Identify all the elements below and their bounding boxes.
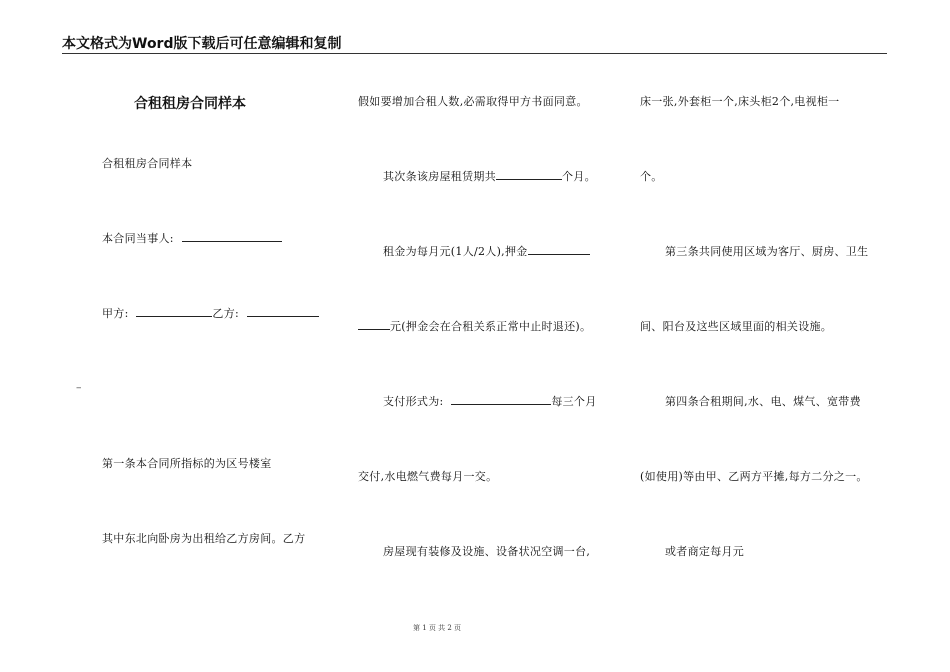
stray-dash: – [76, 381, 82, 394]
payment-method-label: 支付形式为: [383, 395, 444, 408]
lease-term-unit: 个月。 [562, 170, 596, 183]
rent-deposit-label: 租金为每月元(1人/2人),押金 [383, 245, 528, 258]
document-header: 本文格式为Word版下载后可任意编辑和复制 [62, 36, 342, 52]
party-line [102, 305, 319, 321]
parties-label: 本合同当事人: [102, 232, 174, 245]
article1-line1: 第一条本合同所指标的为区号楼室 [102, 457, 272, 470]
lease-term-blank [496, 168, 562, 180]
col2-line5 [383, 393, 597, 409]
party-a-label: 甲方: [102, 307, 129, 320]
page-number: 第 1 页 共 2 页 [413, 624, 462, 632]
col3-line7: 或者商定每月元 [665, 545, 745, 558]
article1-line2: 其中东北向卧房为出租给乙方房间。乙方 [102, 532, 306, 545]
subtitle: 合租租房合同样本 [102, 157, 193, 170]
col2-line3 [383, 243, 590, 259]
deposit-blank [528, 243, 590, 255]
document-title: 合租租房合同样本 [134, 96, 246, 112]
col2-line4 [358, 318, 591, 334]
col3-line1: 床一张,外套柜一个,床头柜2个,电视柜一 [640, 95, 840, 108]
lease-term-label: 其次条该房屋租赁期共 [383, 170, 496, 183]
col3-line2: 个。 [640, 170, 663, 183]
deposit-note: 元(押金会在合租关系正常中止时退还)。 [390, 320, 592, 333]
party-a-blank [136, 305, 212, 317]
col2-line6: 交付,水电燃气费每月一交。 [358, 470, 498, 483]
payment-method-blank [451, 393, 551, 405]
col2-line7: 房屋现有装修及设施、设备状况空调一台, [383, 545, 591, 558]
col3-line3: 第三条共同使用区域为客厅、厨房、卫生 [665, 245, 869, 258]
col3-line5: 第四条合租期间,水、电、煤气、宽带费 [665, 395, 861, 408]
col2-line1: 假如要增加合租人数,必需取得甲方书面同意。 [358, 95, 588, 108]
party-b-label: 乙方: [212, 307, 240, 320]
col2-line2 [383, 168, 596, 184]
parties-line [102, 230, 282, 246]
header-divider [62, 53, 887, 54]
payment-interval: 每三个月 [551, 395, 597, 408]
party-b-blank [247, 305, 319, 317]
col3-line4: 间、阳台及这些区域里面的相关设施。 [640, 320, 833, 333]
deposit-amount-blank [358, 318, 390, 330]
parties-blank [182, 230, 282, 242]
col3-line6: (如使用)等由甲、乙两方平摊,每方二分之一。 [640, 470, 868, 483]
